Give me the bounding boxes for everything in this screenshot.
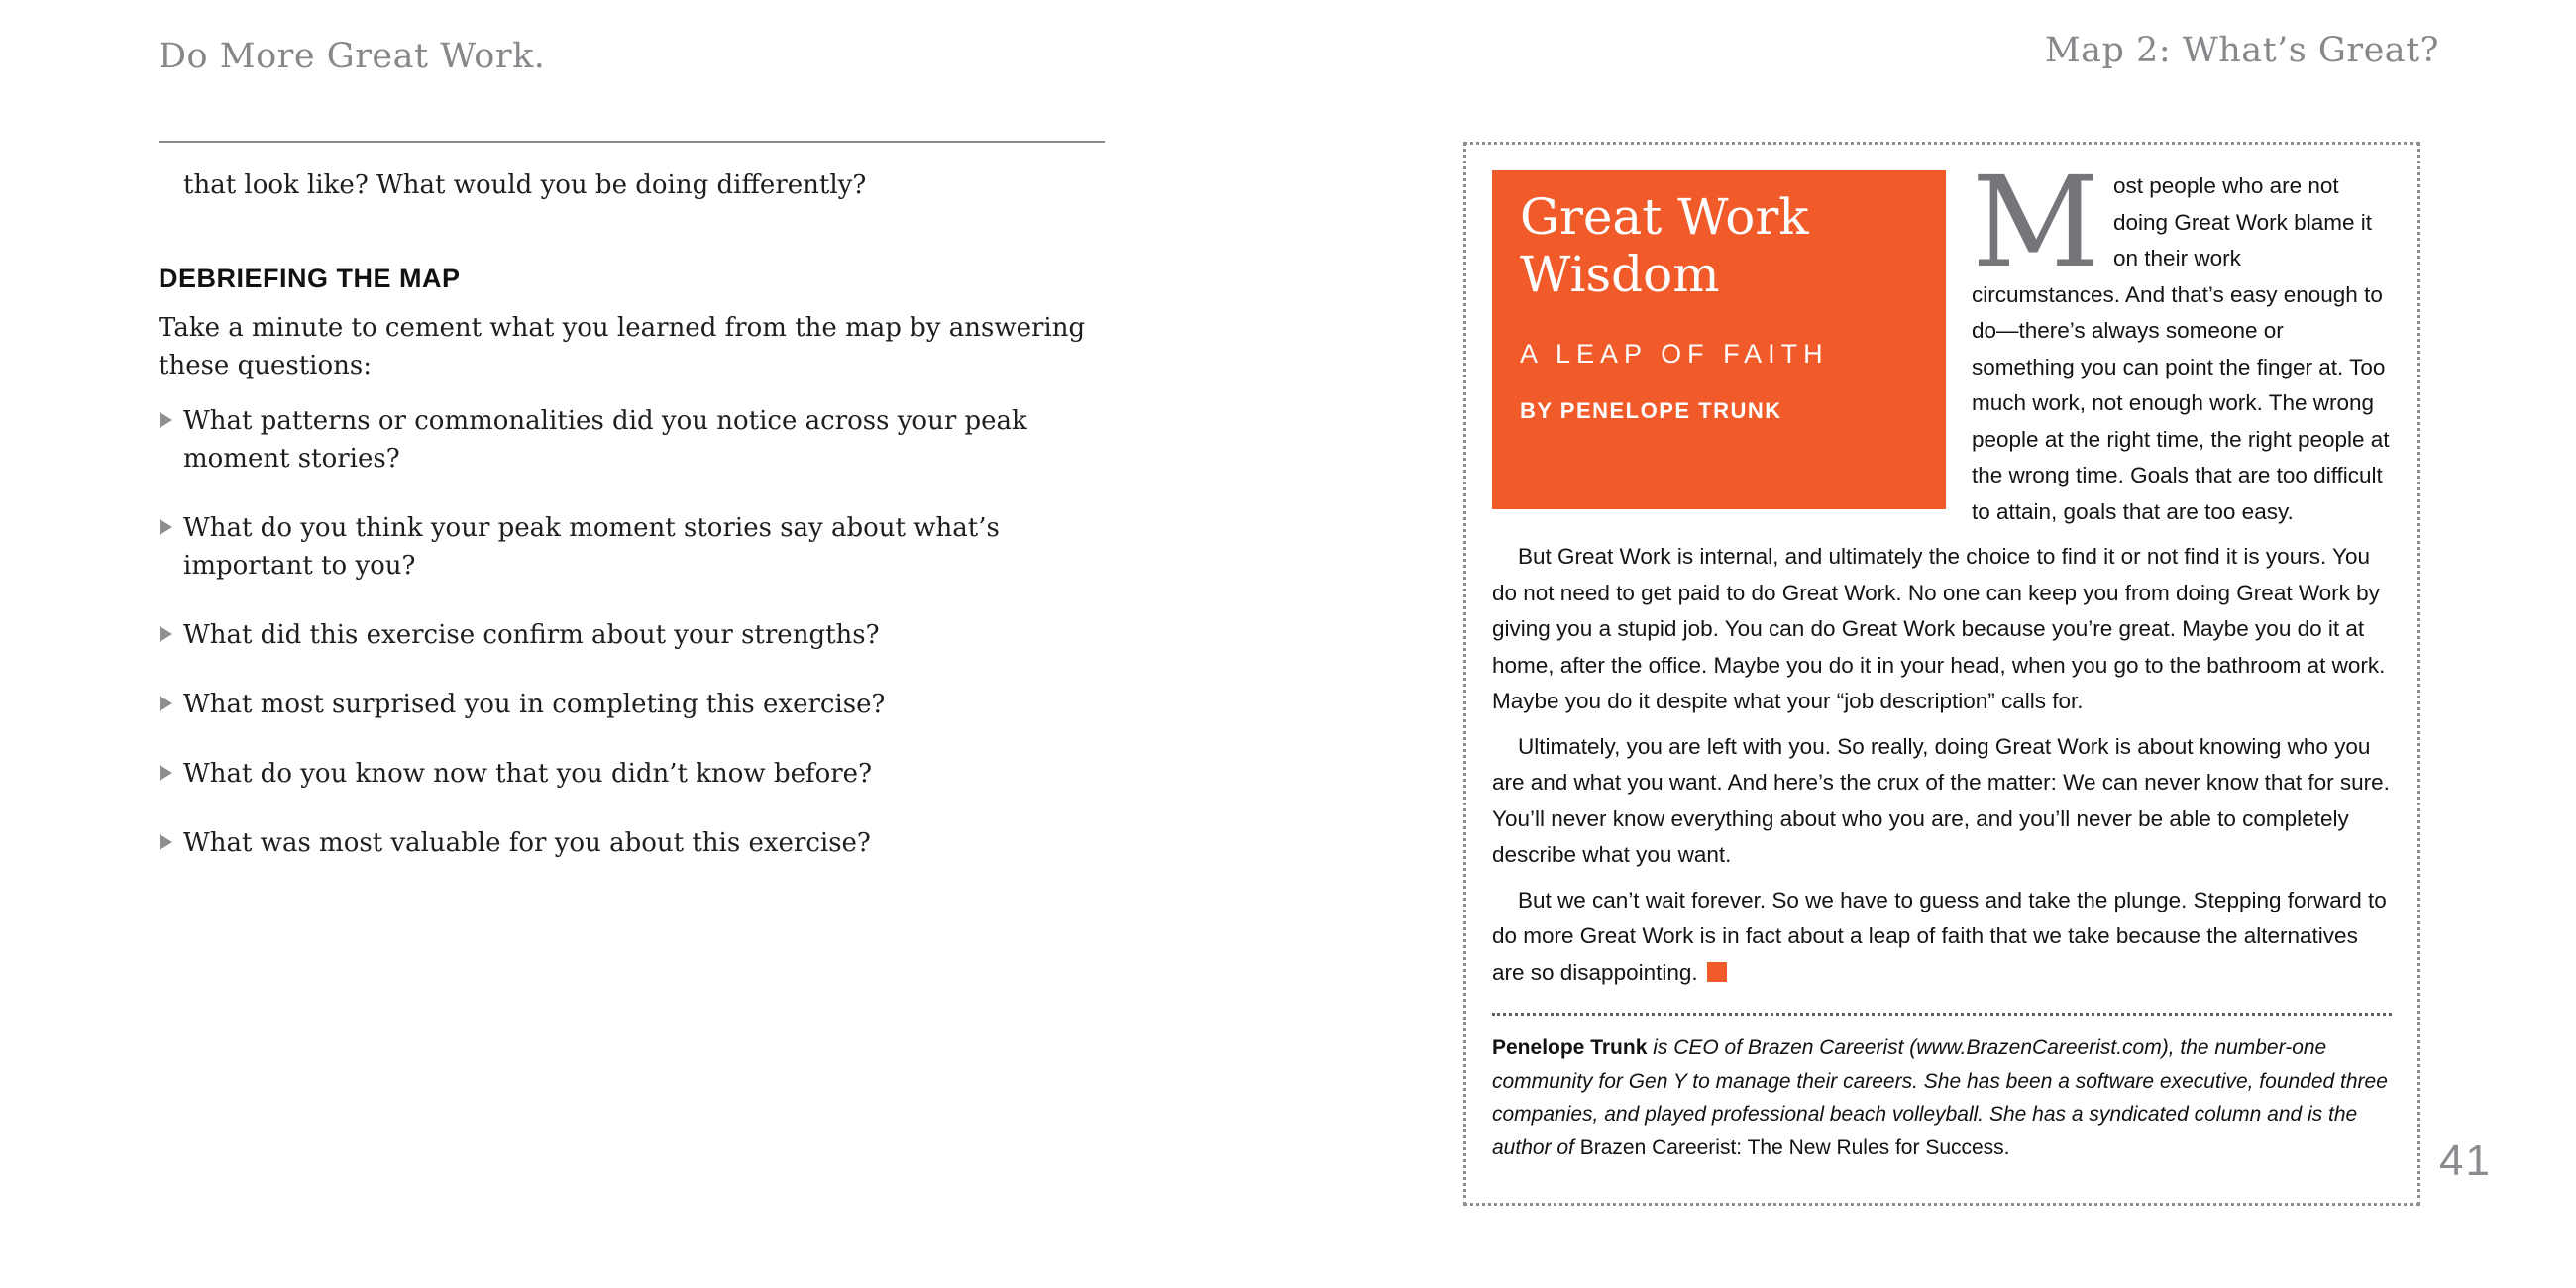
sidebar-title: Great Work Wisdom	[1520, 188, 1809, 303]
article-paragraph-2: But Great Work is internal, and ultimately the choice to find it or not find it is yours. You do not need to get paid to do Great Work. No one can keep you from doing Great Work by giving you a stupid job. You can do Great Work because you’re great. Maybe you do it at home, after the office. Maybe you do it in your head, when you go to the bathroom at work. Maybe you do it despite what your “job description” calls for.	[1492, 544, 2386, 713]
bullet-triangle-icon	[160, 626, 172, 642]
header-rule	[159, 141, 1105, 143]
bio-text: is CEO of Brazen Careerist (www.BrazenCareerist.com), the number-one community for Gen Y to manage their careers. She has been a software executive, founded three companies, and played professional beach volleyball. She has a syndicated column and is the author of	[1492, 1036, 2388, 1159]
left-running-header: Do More Great Work.	[159, 37, 546, 76]
list-item	[159, 402, 1105, 478]
article-box	[1463, 142, 2420, 1206]
list-item	[159, 509, 1105, 585]
sidebar-title-block	[1492, 170, 1946, 509]
section-heading: DEBRIEFING THE MAP	[159, 264, 461, 293]
list-item	[159, 616, 1105, 654]
question-text: What most surprised you in completing this exercise?	[183, 690, 886, 719]
paragraph-text: ost people who are not doing Great Work blame it on their work circumstances. And that’s easy enough to do—there’s always someone or something you can point the finger at. Too much work, not enough work. The wrong people at the right time, the right people at the wrong time. Goals that are too difficult to attain, goals that are too easy.	[1972, 173, 2390, 524]
section-intro: Take a minute to cement what you learned from the map by answering these questions:	[159, 313, 1086, 380]
continuation-text: that look like? What would you be doing differently?	[183, 170, 867, 200]
bullet-triangle-icon	[160, 519, 172, 535]
bullet-triangle-icon	[160, 834, 172, 850]
sidebar-byline: BY PENELOPE TRUNK	[1520, 398, 1782, 423]
bio-divider	[1492, 1013, 2392, 1016]
end-mark-square	[1707, 962, 1727, 982]
bullet-triangle-icon	[160, 412, 172, 428]
page-number: 41	[2439, 1136, 2492, 1185]
bullet-triangle-icon	[160, 765, 172, 781]
author-name: Penelope Trunk	[1492, 1036, 1648, 1059]
article-paragraph-4	[1492, 883, 2392, 992]
list-item	[159, 686, 1105, 723]
sidebar-subtitle: A LEAP OF FAITH	[1520, 339, 1829, 369]
left-page	[159, 36, 1105, 862]
questions-list	[159, 402, 1105, 862]
dropcap-letter: M	[1972, 150, 2100, 295]
right-running-header: Map 2: What’s Great?	[2044, 31, 2439, 70]
question-text: What did this exercise confirm about your strengths?	[183, 620, 880, 650]
bio-book-title: Brazen Careerist: The New Rules for Success.	[1579, 1135, 2010, 1159]
question-text: What do you think your peak moment stories say about what’s important to you?	[183, 513, 1000, 581]
question-text: What do you know now that you didn’t know before?	[183, 759, 873, 789]
article-paragraph-3: Ultimately, you are left with you. So really, doing Great Work is about knowing who you are and what you want. And here’s the crux of the matter: We can never know that for sure. You’ll never know everything about who you are, and you’ll never be able to completely describe what you want.	[1492, 733, 2390, 867]
author-bio	[1492, 1031, 2392, 1164]
bullet-triangle-icon	[160, 696, 172, 711]
list-item	[159, 755, 1105, 793]
question-text: What was most valuable for you about this exercise?	[183, 828, 871, 858]
list-item	[159, 824, 1105, 862]
question-text: What patterns or commonalities did you notice across your peak moment stories?	[183, 406, 1027, 474]
paragraph-text: But we can’t wait forever. So we have to guess and take the plunge. Stepping forward to do more Great Work is in fact about a leap of faith that we take because the alternatives are so disappointing.	[1492, 887, 2387, 985]
